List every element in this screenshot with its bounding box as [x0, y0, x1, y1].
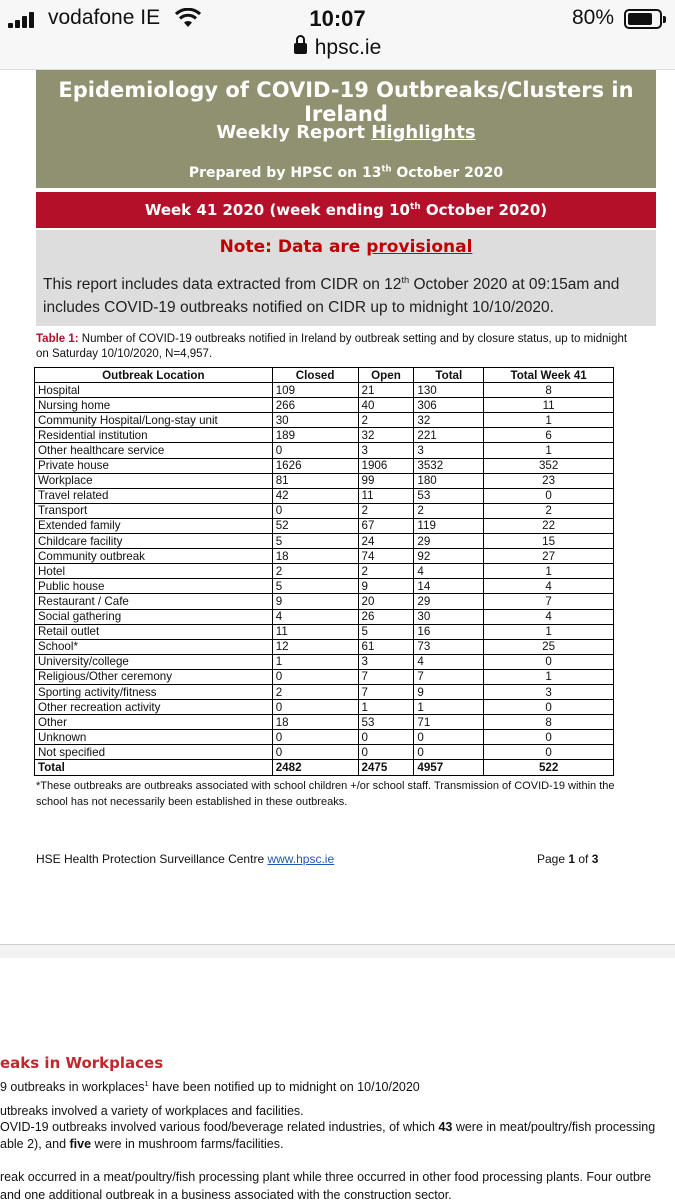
column-header: Open	[358, 368, 414, 383]
table-cell-value: 8	[484, 715, 614, 730]
table-cell-value: 3532	[414, 458, 484, 473]
table-cell-value: 0	[272, 745, 358, 760]
table-cell-value: 130	[414, 383, 484, 398]
table-row	[35, 609, 614, 624]
table-cell-value: 5	[272, 579, 358, 594]
column-header: Outbreak Location	[35, 368, 273, 383]
table-cell-value: 32	[358, 428, 414, 443]
table-row	[35, 443, 614, 458]
clock: 10:07	[309, 6, 366, 31]
page-number: Page 1 of 3	[537, 852, 599, 866]
table-cell-value: 1	[484, 564, 614, 579]
page-footer-org: HSE Health Protection Surveillance Centre www.hpsc.ie	[36, 852, 335, 866]
table-cell-value: 18	[272, 715, 358, 730]
table-cell-value: 23	[484, 473, 614, 488]
table-cell-location: Workplace	[35, 473, 273, 488]
table-cell-value: 52	[272, 518, 358, 533]
table-cell-value: 74	[358, 549, 414, 564]
table-cell-value: 8	[484, 383, 614, 398]
table-row	[35, 383, 614, 398]
table-cell-location: Private house	[35, 458, 273, 473]
table-cell-value: 522	[484, 760, 614, 775]
table-cell-value: 4	[272, 609, 358, 624]
table-cell-value: 0	[484, 730, 614, 745]
url-text: hpsc.ie	[314, 36, 382, 59]
table-row	[35, 715, 614, 730]
table-caption: Table 1: Number of COVID-19 outbreaks notified in Ireland by outbreak setting and by closure status, up to midnight on Saturday 10/10/2020, N=4,957.	[36, 333, 628, 360]
table-row	[35, 669, 614, 684]
table-cell-value: 81	[272, 473, 358, 488]
table-row	[35, 579, 614, 594]
hpsc-link[interactable]: www.hpsc.ie	[267, 852, 335, 866]
lock-icon	[294, 43, 307, 54]
table-cell-value: 119	[414, 518, 484, 533]
table-cell-value: 1906	[358, 458, 414, 473]
table-cell-value: 0	[358, 745, 414, 760]
column-header: Closed	[272, 368, 358, 383]
table-row	[35, 534, 614, 549]
table-cell-location: Other recreation activity	[35, 700, 273, 715]
table-cell-value: 1	[484, 624, 614, 639]
table-cell-value: 21	[358, 383, 414, 398]
table-cell-value: 61	[358, 639, 414, 654]
table-cell-value: 2	[358, 413, 414, 428]
section-heading: eaks in Workplaces	[0, 1054, 164, 1072]
table-cell-value: 7	[358, 669, 414, 684]
table-cell-value: 180	[414, 473, 484, 488]
table-cell-value: 5	[272, 534, 358, 549]
table-row	[35, 413, 614, 428]
table-cell-location: Travel related	[35, 488, 273, 503]
table-cell-value: 16	[414, 624, 484, 639]
table-cell-value: 1	[358, 700, 414, 715]
table-cell-value: 4	[414, 564, 484, 579]
body-line: OVID-19 outbreaks involved various food/beverage related industries, of which 43 were in meat/poultry/fish processing	[0, 1120, 656, 1134]
table-cell-location: Religious/Other ceremony	[35, 669, 273, 684]
table-row	[35, 639, 614, 654]
report-title: Epidemiology of COVID-19 Outbreaks/Clusters in Ireland	[58, 78, 634, 126]
table-cell-location: Hospital	[35, 383, 273, 398]
table-row	[35, 564, 614, 579]
column-header: Total Week 41	[484, 368, 614, 383]
table-cell-location: Sporting activity/fitness	[35, 684, 273, 699]
table-row	[35, 745, 614, 760]
table-row	[35, 488, 614, 503]
table-cell-location: University/college	[35, 654, 273, 669]
table-cell-value: 2	[272, 564, 358, 579]
provisional-note: Note: Data are provisional	[219, 237, 473, 257]
table-cell-value: 0	[414, 730, 484, 745]
table-cell-value: 0	[272, 443, 358, 458]
table-cell-value: 73	[414, 639, 484, 654]
body-line: able 2), and five were in mushroom farms/facilities.	[0, 1137, 284, 1151]
table-cell-value: 7	[484, 594, 614, 609]
table-cell-value: 3	[358, 654, 414, 669]
table-cell-location: Social gathering	[35, 609, 273, 624]
table-row	[35, 473, 614, 488]
table-row	[35, 684, 614, 699]
table-cell-value: 2	[358, 564, 414, 579]
table-cell-location: Hotel	[35, 564, 273, 579]
table-cell-value: 0	[484, 654, 614, 669]
table-cell-value: 0	[358, 730, 414, 745]
table-cell-location: Other	[35, 715, 273, 730]
table-cell-value: 30	[272, 413, 358, 428]
table-cell-value: 24	[358, 534, 414, 549]
table-cell-value: 5	[358, 624, 414, 639]
table-cell-value: 15	[484, 534, 614, 549]
report-header-banner	[36, 70, 656, 188]
table-cell-value: 11	[358, 488, 414, 503]
table-cell-value: 1	[484, 413, 614, 428]
table-cell-location: Not specified	[35, 745, 273, 760]
outbreak-table	[34, 367, 614, 776]
table-cell-value: 221	[414, 428, 484, 443]
table-row	[35, 700, 614, 715]
table-cell-value: 4	[414, 654, 484, 669]
table-cell-value: 109	[272, 383, 358, 398]
week-banner: Week 41 2020 (week ending 10th October 2020)	[36, 192, 656, 228]
table-cell-value: 2	[272, 684, 358, 699]
table-cell-value: 1	[484, 443, 614, 458]
table-cell-value: 352	[484, 458, 614, 473]
table-cell-value: 0	[414, 745, 484, 760]
table-cell-value: 0	[272, 730, 358, 745]
table-cell-value: 0	[272, 669, 358, 684]
table-cell-value: 2475	[358, 760, 414, 775]
table-cell-value: 26	[358, 609, 414, 624]
table-row	[35, 458, 614, 473]
column-header: Total	[414, 368, 484, 383]
table-row	[35, 624, 614, 639]
body-line: utbreaks involved a variety of workplaces and facilities.	[0, 1104, 304, 1118]
table-cell-value: 32	[414, 413, 484, 428]
table-cell-value: 71	[414, 715, 484, 730]
table-cell-value: 3	[358, 443, 414, 458]
table-cell-value: 4	[484, 609, 614, 624]
table-cell-value: 99	[358, 473, 414, 488]
table-cell-value: 1	[414, 700, 484, 715]
table-cell-value: 2	[484, 503, 614, 518]
pdf-page-1	[0, 70, 675, 945]
table-cell-value: 92	[414, 549, 484, 564]
body-line: 9 outbreaks in workplaces$^1$ have been notified up to midnight on 10/10/2020	[0, 1078, 420, 1094]
table-row	[35, 594, 614, 609]
table-cell-location: Retail outlet	[35, 624, 273, 639]
body-line: reak occurred in a meat/poultry/fish processing plant while three occurred in other food processing plants. Four outbre	[0, 1170, 652, 1184]
table-cell-location: Public house	[35, 579, 273, 594]
wifi-icon	[175, 8, 201, 28]
table-footnote: *These outbreaks are outbreaks associated with school children +/or school staff. Transmission of COVID-19 within the school has not necessarily been established in these outbreaks.	[36, 780, 615, 808]
carrier-name: vodafone IE	[48, 6, 161, 29]
table-row	[35, 654, 614, 669]
table-cell-location: Unknown	[35, 730, 273, 745]
table-cell-location: Other healthcare service	[35, 443, 273, 458]
table-cell-value: 7	[358, 684, 414, 699]
address-bar[interactable]	[0, 36, 675, 60]
table-cell-value: 0	[272, 700, 358, 715]
table-cell-value: 189	[272, 428, 358, 443]
battery-icon	[624, 9, 662, 29]
table-cell-value: 53	[414, 488, 484, 503]
table-cell-value: 4957	[414, 760, 484, 775]
table-row	[35, 398, 614, 413]
browser-status-bar	[0, 0, 675, 70]
table-cell-value: 27	[484, 549, 614, 564]
table-cell-value: 14	[414, 579, 484, 594]
table-row	[35, 428, 614, 443]
table-cell-location: Residential institution	[35, 428, 273, 443]
table-cell-value: 4	[484, 579, 614, 594]
table-cell-location: Community outbreak	[35, 549, 273, 564]
note-box	[36, 230, 656, 326]
table-cell-value: 11	[484, 398, 614, 413]
report-intro: This report includes data extracted from CIDR on 12th October 2020 at 09:15am and includes COVID-19 outbreaks notified on CIDR up to midnight 10/10/2020.	[43, 274, 620, 316]
table-cell-value: 11	[272, 624, 358, 639]
table-cell-value: 0	[484, 700, 614, 715]
table-cell-value: 306	[414, 398, 484, 413]
table-cell-location: Total	[35, 760, 273, 775]
table-cell-value: 7	[414, 669, 484, 684]
table-cell-location: Extended family	[35, 518, 273, 533]
table-cell-value: 0	[484, 488, 614, 503]
table-header-row	[35, 368, 614, 383]
table-cell-value: 29	[414, 534, 484, 549]
table-cell-value: 67	[358, 518, 414, 533]
table-cell-value: 6	[484, 428, 614, 443]
table-row	[35, 518, 614, 533]
table-cell-value: 9	[414, 684, 484, 699]
table-row	[35, 503, 614, 518]
table-cell-value: 22	[484, 518, 614, 533]
prepared-by: Prepared by HPSC on 13th October 2020	[188, 163, 504, 181]
table-cell-value: 1	[272, 654, 358, 669]
table-cell-value: 2	[414, 503, 484, 518]
table-cell-value: 0	[272, 503, 358, 518]
table-cell-location: Childcare facility	[35, 534, 273, 549]
signal-strength-icon	[8, 12, 38, 28]
table-cell-value: 29	[414, 594, 484, 609]
report-subtitle: Weekly Report Highlights	[216, 122, 476, 143]
table-cell-location: School*	[35, 639, 273, 654]
table-cell-value: 2	[358, 503, 414, 518]
table-cell-value: 1	[484, 669, 614, 684]
table-cell-value: 2482	[272, 760, 358, 775]
battery-percentage: 80%	[572, 6, 615, 29]
table-cell-value: 0	[484, 745, 614, 760]
table-cell-value: 3	[484, 684, 614, 699]
table-cell-value: 53	[358, 715, 414, 730]
body-line: and one additional outbreak in a business associated with the construction sector.	[0, 1188, 452, 1200]
table-cell-value: 9	[272, 594, 358, 609]
table-cell-value: 18	[272, 549, 358, 564]
table-cell-value: 25	[484, 639, 614, 654]
pdf-page-2	[0, 958, 675, 1200]
table-cell-value: 1626	[272, 458, 358, 473]
table-cell-value: 12	[272, 639, 358, 654]
table-cell-value: 20	[358, 594, 414, 609]
table-total-row	[35, 760, 614, 775]
table-cell-location: Community Hospital/Long-stay unit	[35, 413, 273, 428]
table-row	[35, 730, 614, 745]
table-cell-value: 30	[414, 609, 484, 624]
table-cell-value: 40	[358, 398, 414, 413]
table-cell-value: 9	[358, 579, 414, 594]
table-cell-value: 42	[272, 488, 358, 503]
table-row	[35, 549, 614, 564]
table-cell-location: Nursing home	[35, 398, 273, 413]
table-cell-value: 3	[414, 443, 484, 458]
table-cell-location: Restaurant / Cafe	[35, 594, 273, 609]
table-cell-value: 266	[272, 398, 358, 413]
table-cell-location: Transport	[35, 503, 273, 518]
